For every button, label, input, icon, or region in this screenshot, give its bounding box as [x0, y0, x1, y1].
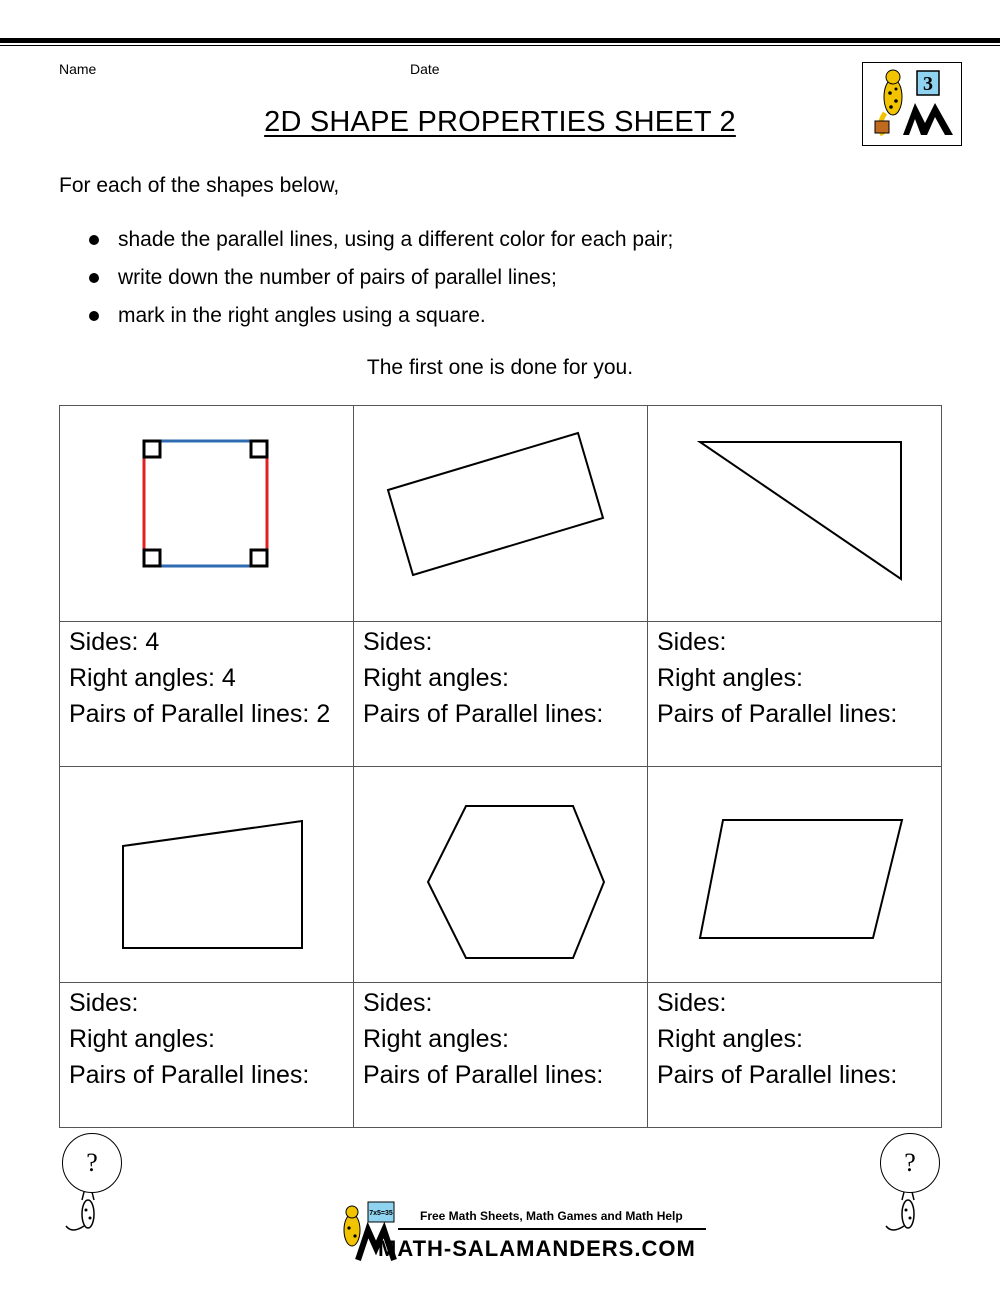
date-label: Date — [410, 61, 440, 77]
parallel-lines-text: Pairs of Parallel lines: — [363, 1061, 604, 1089]
right-angles-text: Right angles: — [657, 1025, 803, 1053]
help-bubble-left[interactable]: ? — [62, 1133, 122, 1193]
hexagon-shape — [354, 767, 647, 982]
footer-tagline: Free Math Sheets, Math Games and Math Help — [420, 1209, 683, 1223]
footer-brand-link[interactable]: MATH-SALAMANDERS.COM — [378, 1236, 696, 1261]
footer-rule — [398, 1228, 706, 1230]
shape-cell-3 — [648, 406, 942, 622]
list-item: write down the number of pairs of parallel lines; — [86, 264, 673, 302]
right-angle-marker — [144, 441, 160, 457]
help-bubble-right[interactable]: ? — [880, 1133, 940, 1193]
answer-cell-6 — [648, 983, 942, 1128]
bullet-icon — [89, 273, 99, 283]
sides-text: Sides: — [363, 628, 433, 656]
shape-cell-6 — [648, 767, 942, 983]
page-title: 2D SHAPE PROPERTIES SHEET 2 — [264, 106, 736, 138]
right-angles-text: Right angles: — [657, 664, 803, 692]
shapes-table — [59, 405, 942, 1128]
list-item: mark in the right angles using a square. — [86, 302, 673, 340]
right-angle-marker — [251, 441, 267, 457]
parallel-lines-text: Pairs of Parallel lines: 2 — [69, 700, 331, 728]
instructions-intro: For each of the shapes below, — [59, 174, 340, 197]
bullet-icon — [89, 235, 99, 245]
svg-text:7x5=35: 7x5=35 — [369, 1210, 393, 1217]
right-angles-text: Right angles: 4 — [69, 664, 236, 692]
right-angles-text: Right angles: — [69, 1025, 215, 1053]
instructions-list — [86, 226, 673, 340]
shape-cell-5 — [354, 767, 648, 983]
sides-text: Sides: — [657, 628, 727, 656]
sides-text: Sides: 4 — [69, 628, 160, 656]
right-triangle-shape — [648, 406, 941, 621]
trapezoid-shape — [60, 767, 353, 982]
answer-cell-1 — [60, 622, 354, 767]
parallel-lines-text: Pairs of Parallel lines: — [69, 1061, 310, 1089]
svg-text:3: 3 — [923, 73, 933, 95]
shape-cell-4 — [60, 767, 354, 983]
shape-cell-1 — [60, 406, 354, 622]
salamander-left-icon — [62, 1190, 112, 1240]
top-rule — [0, 38, 1000, 43]
name-label: Name — [59, 61, 97, 77]
sides-text: Sides: — [363, 989, 433, 1017]
bullet-icon — [89, 311, 99, 321]
parallel-lines-text: Pairs of Parallel lines: — [657, 700, 898, 728]
sides-text: Sides: — [657, 989, 727, 1017]
answer-cell-5 — [354, 983, 648, 1128]
rotated-rectangle-shape — [354, 406, 647, 621]
parallelogram-shape — [648, 767, 941, 982]
example-note: The first one is done for you. — [366, 356, 634, 379]
parallel-lines-text: Pairs of Parallel lines: — [363, 700, 604, 728]
parallel-lines-text: Pairs of Parallel lines: — [657, 1061, 898, 1089]
right-angles-text: Right angles: — [363, 664, 509, 692]
answer-cell-2 — [354, 622, 648, 767]
salamander-right-icon — [882, 1190, 932, 1240]
top-rule-thin — [0, 45, 1000, 46]
answer-cell-3 — [648, 622, 942, 767]
right-angle-marker — [144, 550, 160, 566]
shape-cell-2 — [354, 406, 648, 622]
square-example-shape — [60, 406, 353, 621]
answer-cell-4 — [60, 983, 354, 1128]
right-angle-marker — [251, 550, 267, 566]
sides-text: Sides: — [69, 989, 139, 1017]
list-item: shade the parallel lines, using a different color for each pair; — [86, 226, 673, 264]
right-angles-text: Right angles: — [363, 1025, 509, 1053]
